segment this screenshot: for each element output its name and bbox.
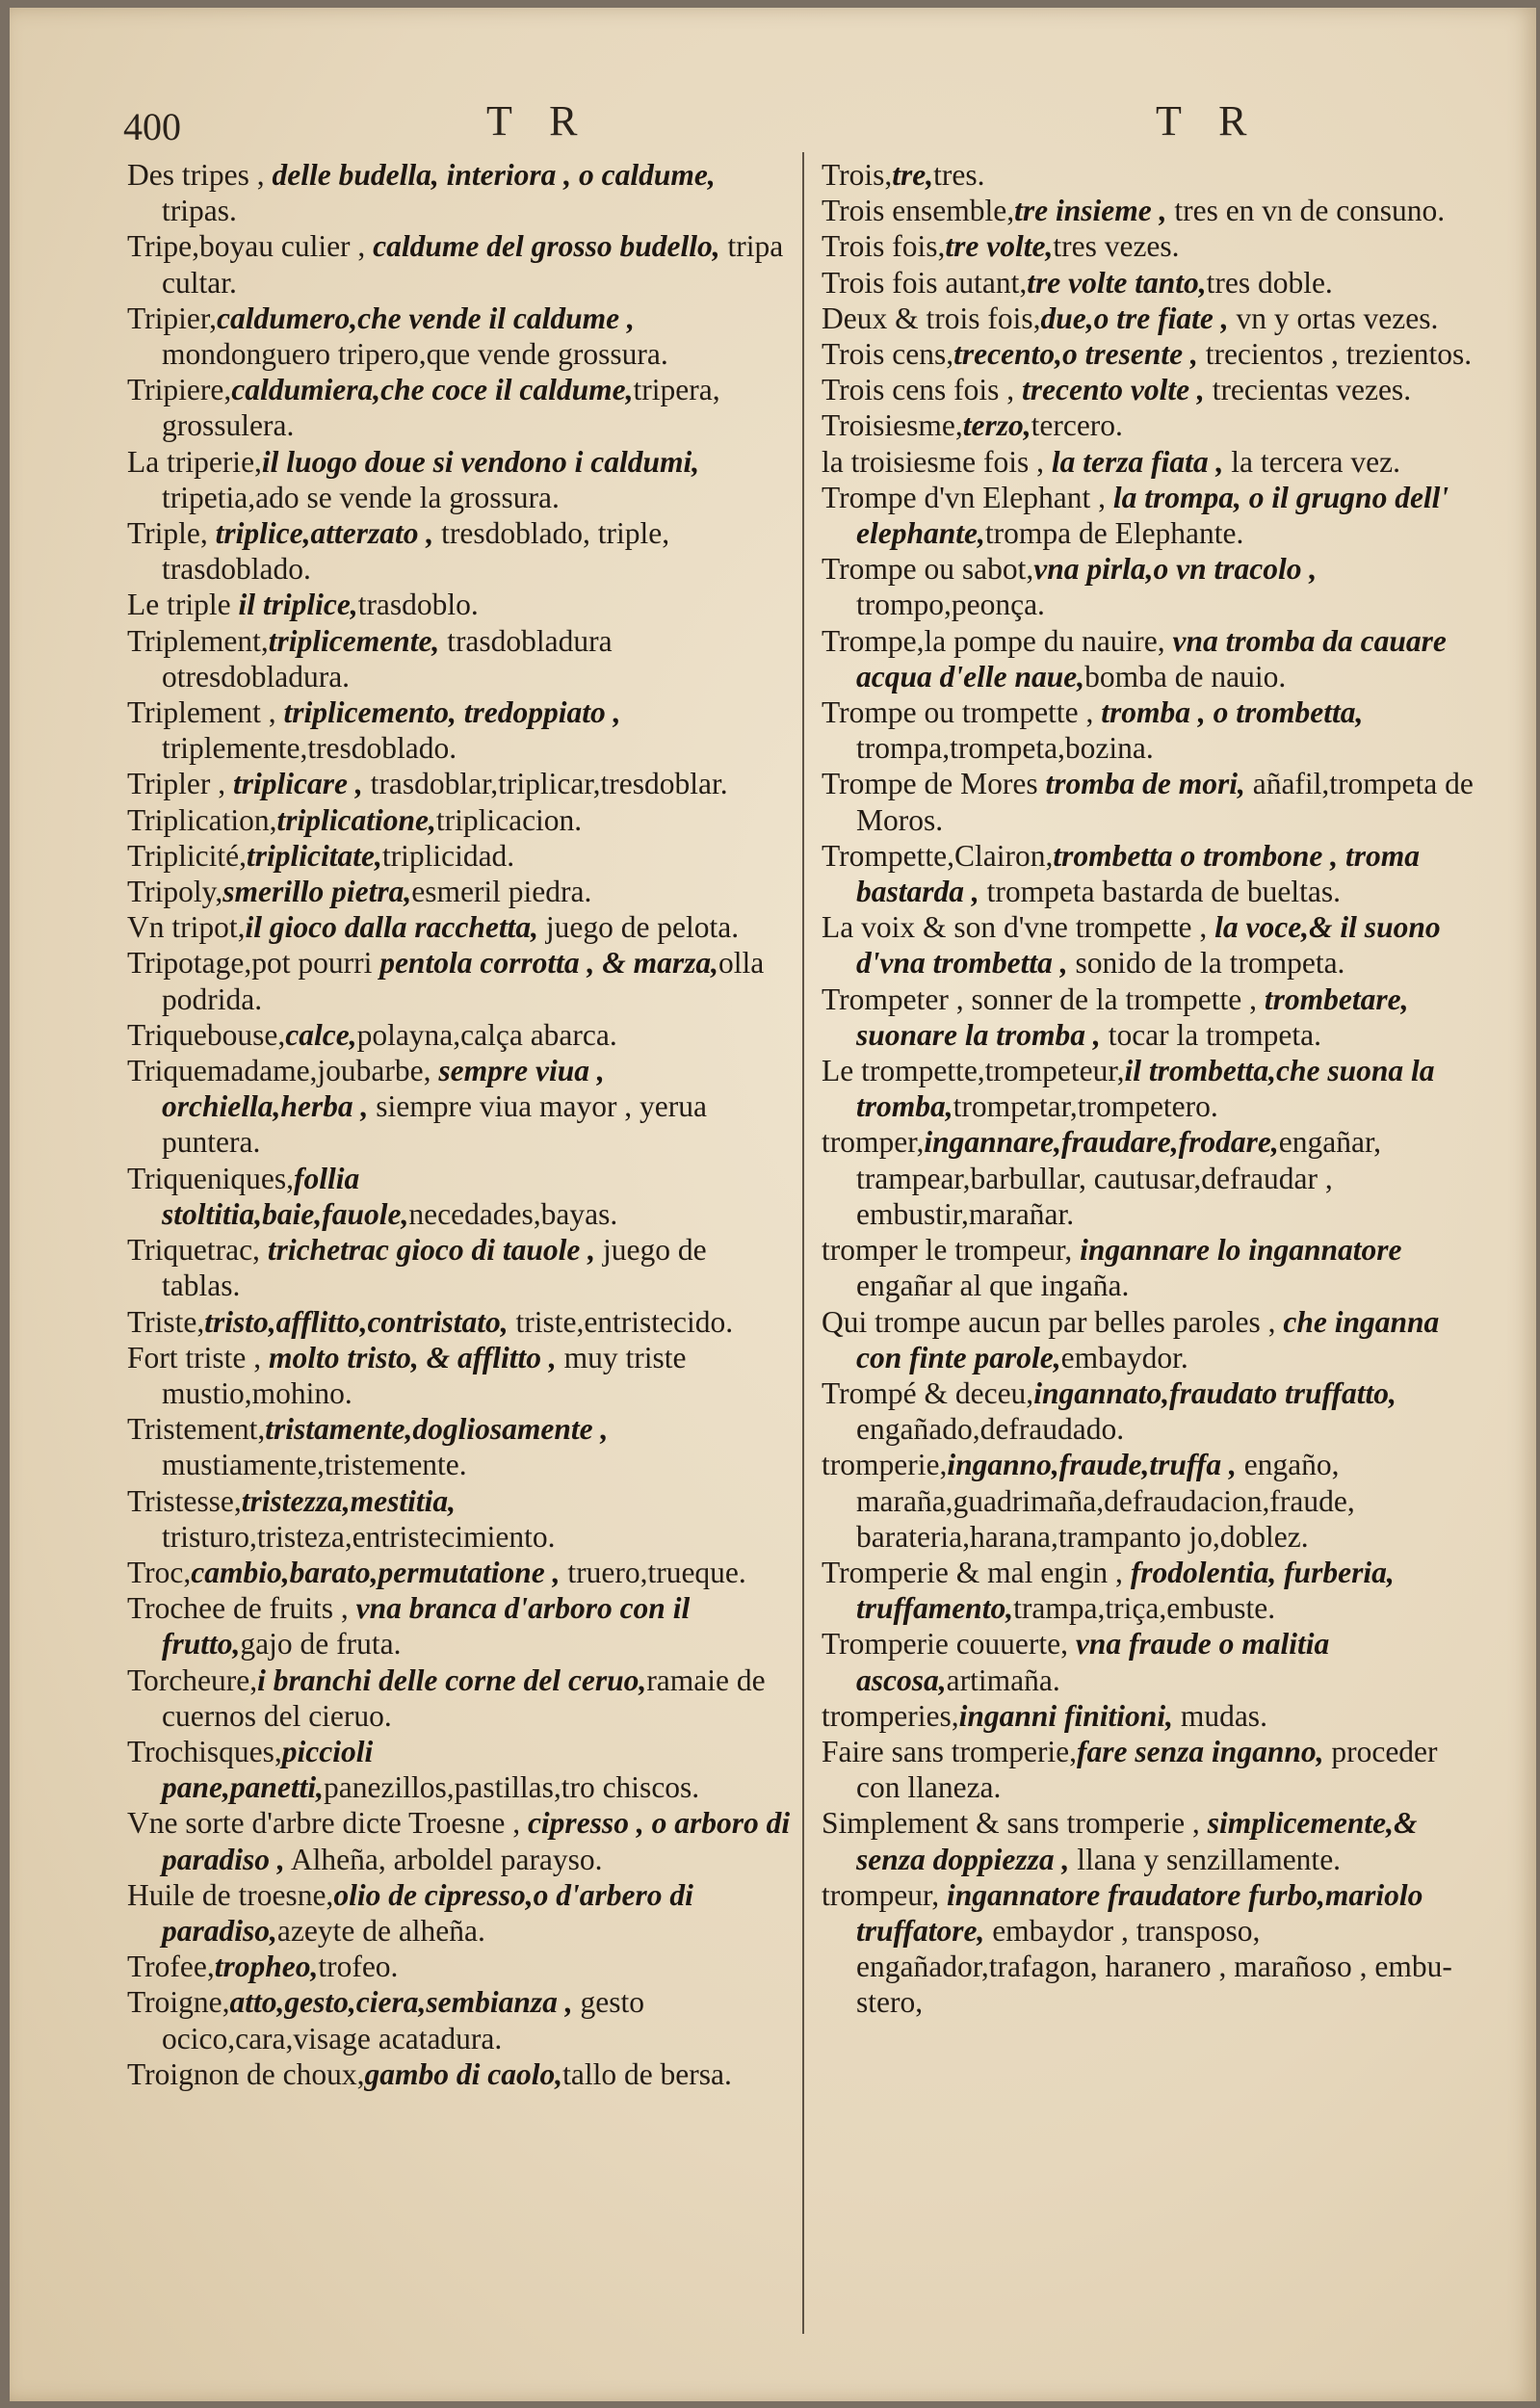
french-headword: Trochee de fruits , bbox=[127, 1591, 356, 1626]
spanish-translation: trecientas vezes. bbox=[1204, 373, 1412, 407]
french-headword: Triple, bbox=[127, 516, 216, 551]
dictionary-entry bbox=[127, 802, 792, 838]
italian-translation: simplicemente,& senza doppiezza , bbox=[856, 1806, 1418, 1876]
italian-translation: i branchi delle corne del ceruo, bbox=[257, 1662, 647, 1697]
dictionary-entry bbox=[822, 1375, 1488, 1447]
french-headword: Troignon de choux, bbox=[127, 2056, 365, 2091]
italian-translation: fare senza inganno, bbox=[1077, 1734, 1324, 1768]
spanish-translation: Alheña, arboldel parayso. bbox=[284, 1842, 603, 1876]
dictionary-entry bbox=[822, 336, 1488, 372]
dictionary-entry bbox=[822, 193, 1488, 228]
page-number: 400 bbox=[123, 105, 181, 148]
spanish-translation: artimaña. bbox=[946, 1662, 1060, 1697]
spanish-translation: necedades,bayas. bbox=[408, 1196, 618, 1231]
french-headword: Troc, bbox=[127, 1555, 192, 1589]
spanish-translation: engañar, trampear,barbullar, cautusar,defraudar , embustir,marañar. bbox=[856, 1125, 1382, 1231]
spanish-translation: triplicacion. bbox=[435, 802, 583, 837]
spanish-translation: juego de tablas. bbox=[162, 1233, 707, 1303]
french-headword: Troisiesme, bbox=[822, 408, 963, 443]
italian-translation: che inganna con finte parole, bbox=[856, 1304, 1440, 1374]
french-headword: Tristement, bbox=[127, 1412, 266, 1447]
french-headword: tromper, bbox=[822, 1125, 925, 1160]
spanish-translation: gesto ocico,cara,visage acatadura. bbox=[162, 1985, 644, 2055]
italian-translation: gambo di caolo, bbox=[364, 2056, 563, 2091]
spanish-translation: tripetia,ado se vende la grossura. bbox=[162, 480, 560, 514]
dictionary-entry bbox=[822, 1124, 1488, 1232]
italian-translation: ingannato,fraudato truffatto, bbox=[1033, 1375, 1396, 1410]
italian-translation: triplicare , bbox=[232, 767, 363, 801]
french-headword: Trompe de Mores bbox=[822, 767, 1046, 801]
french-headword: tromperie, bbox=[822, 1448, 948, 1482]
italian-translation: inganni finitioni, bbox=[958, 1698, 1173, 1733]
dictionary-entry bbox=[822, 157, 1488, 193]
spanish-translation: tres en vn de consuno. bbox=[1166, 194, 1446, 228]
italian-translation: trombetare, suonare la tromba , bbox=[856, 982, 1409, 1052]
italian-translation: ingannatore fraudatore furbo,mariolo truffatore, bbox=[856, 1877, 1423, 1948]
spanish-translation: trasdoblar,triplicar,tresdoblar. bbox=[362, 767, 728, 801]
dictionary-entry bbox=[127, 1590, 792, 1662]
italian-translation: triplice,atterzato , bbox=[215, 516, 434, 551]
running-head-left: T R bbox=[486, 97, 591, 144]
spanish-translation: trecientos , trezientos. bbox=[1197, 337, 1473, 372]
spanish-translation: añafil,trompeta de Moros. bbox=[856, 767, 1474, 837]
dictionary-entry bbox=[127, 1877, 792, 1949]
dictionary-entry bbox=[822, 766, 1488, 837]
spanish-translation: tresdoblado, triple, trasdoblado. bbox=[162, 516, 670, 587]
spanish-translation: tocar la trompeta. bbox=[1100, 1017, 1321, 1052]
italian-translation: il luogo doue si vendono i caldumi, bbox=[261, 444, 700, 479]
spanish-translation: bomba de nauio. bbox=[1084, 659, 1287, 694]
french-headword: tromperies, bbox=[822, 1698, 959, 1733]
dictionary-entry bbox=[127, 1161, 792, 1232]
italian-translation: atto,gesto,ciera,sembianza , bbox=[229, 1985, 573, 2020]
dictionary-entry bbox=[822, 1698, 1488, 1734]
italian-translation: terzo, bbox=[962, 408, 1031, 443]
french-headword: Trompe d'vn Elephant , bbox=[822, 480, 1113, 514]
french-headword: Trompe ou trompette , bbox=[822, 695, 1102, 730]
dictionary-entry bbox=[127, 1805, 792, 1876]
french-headword: Vne sorte d'arbre dicte Troesne , bbox=[127, 1806, 528, 1841]
italian-translation: il trombetta,che suona la tromba, bbox=[856, 1054, 1435, 1124]
dictionary-entry bbox=[822, 623, 1488, 694]
spanish-translation: sonido de la trompeta. bbox=[1067, 946, 1345, 981]
french-headword: Tripotage,pot pourri bbox=[127, 946, 380, 981]
right-column bbox=[822, 157, 1488, 2021]
book-page bbox=[10, 8, 1536, 2401]
spanish-translation: tripas. bbox=[162, 194, 237, 228]
french-headword: Qui trompe aucun par belles paroles , bbox=[822, 1304, 1284, 1339]
french-headword: Tripler , bbox=[127, 767, 233, 801]
italian-translation: triplicemento, tredoppiato , bbox=[283, 695, 621, 730]
italian-translation: tristamente,dogliosamente , bbox=[265, 1412, 609, 1447]
spanish-translation: tres doble. bbox=[1206, 265, 1333, 300]
italian-translation: follia stoltitia,baie,fauole, bbox=[162, 1161, 409, 1231]
spanish-translation: tripera, grossulera. bbox=[162, 373, 720, 443]
spanish-translation: trofeo. bbox=[318, 1950, 399, 1984]
dictionary-entry bbox=[822, 265, 1488, 301]
dictionary-entry bbox=[822, 480, 1488, 551]
dictionary-entry bbox=[127, 623, 792, 694]
french-headword: Trois cens fois , bbox=[822, 373, 1022, 407]
dictionary-entry bbox=[822, 444, 1488, 480]
spanish-translation: engañar al que ingaña. bbox=[856, 1269, 1130, 1303]
spanish-translation: trampa,triça,embuste. bbox=[1013, 1591, 1276, 1626]
italian-translation: vna pirla,o vn tracolo , bbox=[1033, 552, 1318, 587]
french-headword: Tristesse, bbox=[127, 1483, 242, 1518]
french-headword: Simplement & sans tromperie , bbox=[822, 1806, 1208, 1841]
italian-translation: ingannare,fraudare,frodare, bbox=[924, 1125, 1279, 1160]
italian-translation: trichetrac gioco di tauole , bbox=[267, 1233, 596, 1268]
dictionary-entry bbox=[127, 1304, 792, 1340]
french-headword: Faire sans tromperie, bbox=[822, 1734, 1078, 1768]
spanish-translation: tres. bbox=[933, 158, 985, 192]
dictionary-entry bbox=[822, 551, 1488, 622]
french-headword: Trochisques, bbox=[127, 1734, 282, 1768]
french-headword: Tromperie & mal engin , bbox=[822, 1555, 1131, 1589]
italian-translation: caldumiera,che coce il caldume, bbox=[231, 373, 634, 407]
french-headword: Triplication, bbox=[127, 802, 277, 837]
spanish-translation: ramaie de cuernos del cieruo. bbox=[162, 1662, 766, 1733]
spanish-translation: siempre viua mayor , yerua puntera. bbox=[162, 1089, 708, 1160]
spanish-translation: trompa,trompeta,bozina. bbox=[856, 731, 1154, 766]
dictionary-entry bbox=[822, 1877, 1488, 2021]
italian-translation: triplicitate, bbox=[246, 838, 382, 873]
italian-translation: la trompa, o il grugno dell' elephante, bbox=[856, 480, 1449, 551]
dictionary-entry bbox=[127, 694, 792, 766]
spanish-translation: mondonguero tripero,que vende grossura. bbox=[162, 337, 668, 372]
dictionary-entry bbox=[127, 1483, 792, 1555]
italian-translation: olio de cipresso,o d'arbero di paradiso, bbox=[162, 1877, 693, 1948]
french-headword: La triperie, bbox=[127, 444, 262, 479]
french-headword: Triquetrac, bbox=[127, 1233, 268, 1268]
french-headword: Triplement, bbox=[127, 623, 269, 658]
french-headword: Triplement , bbox=[127, 695, 284, 730]
italian-translation: trombetta o trombone , troma bastarda , bbox=[856, 838, 1420, 909]
dictionary-entry bbox=[822, 1447, 1488, 1555]
french-headword: Trompe,la pompe du nauire, bbox=[822, 623, 1173, 658]
dictionary-entry bbox=[822, 1734, 1488, 1805]
italian-translation: tre volte, bbox=[945, 229, 1054, 264]
dictionary-entry bbox=[127, 587, 792, 622]
dictionary-entry bbox=[127, 1555, 792, 1590]
dictionary-entry bbox=[127, 766, 792, 801]
spanish-translation: tristuro,tristeza,entristecimiento. bbox=[162, 1519, 556, 1554]
spanish-translation: trompetar,trompetero. bbox=[953, 1089, 1218, 1124]
italian-translation: cambio,barato,permutatione , bbox=[191, 1555, 561, 1589]
spanish-translation: engaño, maraña,guadrimaña,defraudacion,fraude, barateria,harana,trampanto jo,doblez. bbox=[856, 1448, 1355, 1554]
italian-translation: molto tristo, & afflitto , bbox=[269, 1340, 557, 1374]
italian-translation: caldumero,che vende il caldume , bbox=[216, 301, 635, 335]
dictionary-entry bbox=[127, 301, 792, 372]
spanish-translation: juego de pelota. bbox=[537, 910, 740, 945]
french-headword: La voix & son d'vne trompette , bbox=[822, 910, 1215, 945]
dictionary-entry bbox=[127, 1949, 792, 1984]
french-headword: Fort triste , bbox=[127, 1340, 269, 1374]
spanish-translation: trasdoblo. bbox=[357, 588, 479, 622]
french-headword: Le triple bbox=[127, 588, 239, 622]
spanish-translation: mudas. bbox=[1172, 1698, 1267, 1733]
left-column bbox=[127, 157, 792, 2092]
french-headword: tromper le trompeur, bbox=[822, 1233, 1081, 1268]
italian-translation: vna tromba da cauare acqua d'elle naue, bbox=[856, 623, 1447, 694]
italian-translation: inganno,fraude,truffa , bbox=[947, 1448, 1237, 1482]
italian-translation: tre, bbox=[892, 158, 934, 192]
french-headword: Torcheure, bbox=[127, 1662, 258, 1697]
dictionary-entry bbox=[822, 1053, 1488, 1124]
french-headword: Triplicité, bbox=[127, 838, 247, 873]
dictionary-entry bbox=[127, 372, 792, 443]
spanish-translation: truero,trueque. bbox=[560, 1555, 746, 1589]
italian-translation: triplicatione, bbox=[276, 802, 436, 837]
spanish-translation: gajo de fruta. bbox=[240, 1627, 402, 1662]
dictionary-entry bbox=[822, 982, 1488, 1053]
column-divider bbox=[802, 152, 804, 2334]
italian-translation: trecento,o tresente , bbox=[953, 337, 1198, 372]
dictionary-entry bbox=[127, 1017, 792, 1053]
italian-translation: tristezza,mestitia, bbox=[241, 1483, 457, 1518]
italian-translation: tropheo, bbox=[214, 1950, 319, 1984]
french-headword: Troigne, bbox=[127, 1985, 230, 2020]
french-headword: Trois cens, bbox=[822, 337, 954, 372]
italian-translation: vna fraude o malitia ascosa, bbox=[856, 1627, 1330, 1697]
italian-translation: delle budella, interiora , o caldume, bbox=[272, 158, 716, 192]
spanish-translation: polayna,calça abarca. bbox=[356, 1017, 617, 1052]
spanish-translation: muy triste mustio,mohino. bbox=[162, 1340, 687, 1410]
dictionary-entry bbox=[822, 372, 1488, 407]
spanish-translation: mustiamente,tristemente. bbox=[162, 1448, 467, 1482]
dictionary-entry bbox=[127, 1232, 792, 1303]
italian-translation: smerillo pietra, bbox=[222, 875, 412, 909]
italian-translation: tre volte tanto, bbox=[1027, 265, 1207, 300]
french-headword: Trompe ou sabot, bbox=[822, 552, 1034, 587]
italian-translation: due,o tre fiate , bbox=[1040, 301, 1229, 335]
french-headword: Deux & trois fois, bbox=[822, 301, 1041, 335]
french-headword: Tromperie couuerte, bbox=[822, 1627, 1076, 1662]
french-headword: Triquebouse, bbox=[127, 1017, 286, 1052]
dictionary-entry bbox=[127, 228, 792, 300]
spanish-translation: triplemente,tresdoblado. bbox=[162, 731, 457, 766]
dictionary-entry bbox=[822, 1304, 1488, 1375]
french-headword: Vn tripot, bbox=[127, 910, 246, 945]
dictionary-entry bbox=[822, 301, 1488, 336]
french-headword: Trois fois autant, bbox=[822, 265, 1028, 300]
spanish-translation: tallo de bersa. bbox=[562, 2056, 732, 2091]
dictionary-entry bbox=[127, 874, 792, 909]
dictionary-entry bbox=[127, 838, 792, 874]
french-headword: Trompeter , sonner de la trompette , bbox=[822, 982, 1265, 1016]
spanish-translation: panezillos,pastillas,tro chiscos. bbox=[324, 1770, 700, 1805]
spanish-translation: la tercera vez. bbox=[1223, 444, 1400, 479]
french-headword: Tripe,boyau culier , bbox=[127, 229, 374, 264]
spanish-translation: vn y ortas vezes. bbox=[1228, 301, 1439, 335]
italian-translation: caldume del grosso budello, bbox=[373, 229, 720, 264]
dictionary-entry bbox=[822, 1232, 1488, 1303]
dictionary-entry bbox=[127, 1340, 792, 1411]
french-headword: Triqueniques, bbox=[127, 1161, 294, 1195]
spanish-translation: engañado,defraudado. bbox=[856, 1412, 1125, 1447]
spanish-translation: llana y senzillamente. bbox=[1069, 1842, 1342, 1876]
italian-translation: trecento volte , bbox=[1021, 373, 1205, 407]
italian-translation: ingannare lo ingannatore bbox=[1080, 1233, 1402, 1268]
french-headword: Des tripes , bbox=[127, 158, 273, 192]
french-headword: Tripoly, bbox=[127, 875, 223, 909]
french-headword: Trompé & deceu, bbox=[822, 1375, 1034, 1410]
french-headword: Triquemadame,joubarbe, bbox=[127, 1054, 439, 1088]
french-headword: trompeur, bbox=[822, 1877, 947, 1912]
spanish-translation: esmeril piedra. bbox=[411, 875, 592, 909]
french-headword: Trois, bbox=[822, 158, 893, 192]
spanish-translation: tres vezes. bbox=[1053, 229, 1180, 264]
italian-translation: il triplice, bbox=[238, 588, 358, 622]
italian-translation: la terza fiata , bbox=[1051, 444, 1224, 479]
spanish-translation: embaydor , transposo, engañador,trafagon, haranero , marañoso , embu-stero, bbox=[856, 1913, 1452, 2020]
spanish-translation: trasdobladura otresdobladura. bbox=[162, 623, 613, 694]
italian-translation: pentola corrotta , & marza, bbox=[379, 946, 718, 981]
dictionary-entry bbox=[127, 1662, 792, 1734]
dictionary-entry bbox=[822, 1626, 1488, 1697]
dictionary-entry bbox=[822, 407, 1488, 443]
spanish-translation: embaydor. bbox=[1060, 1340, 1188, 1374]
dictionary-entry bbox=[822, 694, 1488, 766]
dictionary-entry bbox=[822, 228, 1488, 264]
italian-translation: la voce,& il suono d'vna trombetta , bbox=[856, 910, 1441, 981]
french-headword: Tripiere, bbox=[127, 373, 232, 407]
dictionary-entry bbox=[127, 909, 792, 945]
spanish-translation: triste,entristecido. bbox=[508, 1304, 734, 1339]
italian-translation: cipresso , o arboro di paradiso , bbox=[162, 1806, 791, 1876]
italian-translation: tre insieme , bbox=[1014, 194, 1167, 228]
italian-translation: vna branca d'arboro con il frutto, bbox=[162, 1591, 691, 1662]
italian-translation: tromba , o trombetta, bbox=[1101, 695, 1364, 730]
spanish-translation: tercero. bbox=[1031, 408, 1123, 443]
dictionary-entry bbox=[822, 838, 1488, 909]
spanish-translation: triplicidad. bbox=[381, 838, 515, 873]
spanish-translation: proceder con llaneza. bbox=[856, 1734, 1438, 1805]
italian-translation: sempre viua , orchiella,herba , bbox=[162, 1054, 605, 1124]
french-headword: Trois fois, bbox=[822, 229, 946, 264]
spanish-translation: trompo,peonça. bbox=[856, 588, 1045, 622]
italian-translation: tromba de mori, bbox=[1045, 767, 1245, 801]
french-headword: Tripier, bbox=[127, 301, 217, 335]
running-head-right: T R bbox=[1156, 97, 1261, 144]
dictionary-entry bbox=[127, 515, 792, 587]
spanish-translation: azeyte de alheña. bbox=[276, 1913, 485, 1948]
french-headword: Le trompette,trompeteur, bbox=[822, 1054, 1125, 1088]
italian-translation: triplicemente, bbox=[268, 623, 440, 658]
french-headword: Triste, bbox=[127, 1304, 205, 1339]
italian-translation: tristo,afflitto,contristato, bbox=[204, 1304, 509, 1339]
dictionary-entry bbox=[822, 1555, 1488, 1626]
dictionary-entry bbox=[127, 1053, 792, 1161]
spanish-translation: trompa de Elephante. bbox=[984, 516, 1244, 551]
dictionary-entry bbox=[127, 1734, 792, 1805]
italian-translation: calce, bbox=[285, 1017, 357, 1052]
italian-translation: frodolentia, furberia, truffamento, bbox=[856, 1555, 1395, 1626]
french-headword: Trois ensemble, bbox=[822, 194, 1015, 228]
dictionary-entry bbox=[127, 444, 792, 515]
dictionary-entry bbox=[822, 1805, 1488, 1876]
dictionary-entry bbox=[127, 945, 792, 1016]
spanish-translation: olla podrida. bbox=[162, 946, 765, 1016]
dictionary-entry bbox=[127, 2056, 792, 2092]
dictionary-entry bbox=[127, 1411, 792, 1482]
french-headword: Huile de troesne, bbox=[127, 1877, 334, 1912]
italian-translation: piccioli pane,panetti, bbox=[162, 1734, 374, 1805]
french-headword: Trompette,Clairon, bbox=[822, 838, 1054, 873]
dictionary-entry bbox=[822, 909, 1488, 981]
italian-translation: il gioco dalla racchetta, bbox=[245, 910, 538, 945]
dictionary-entry bbox=[127, 1984, 792, 2055]
french-headword: Trofee, bbox=[127, 1950, 215, 1984]
french-headword: la troisiesme fois , bbox=[822, 444, 1052, 479]
dictionary-entry bbox=[127, 157, 792, 228]
spanish-translation: tripa cultar. bbox=[162, 229, 784, 300]
spanish-translation: trompeta bastarda de bueltas. bbox=[979, 875, 1342, 909]
